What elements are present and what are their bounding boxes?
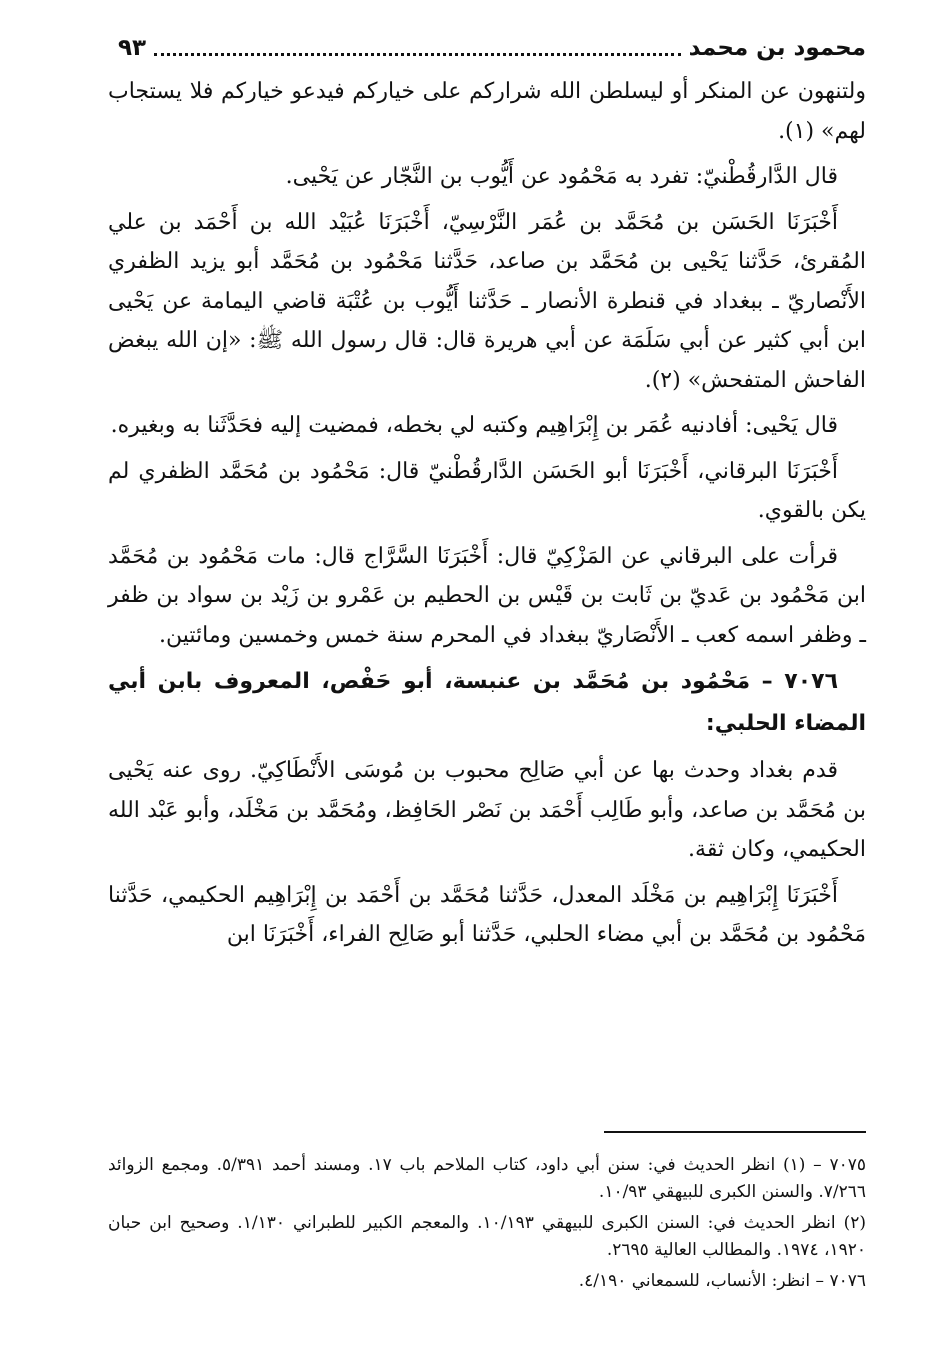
entry-heading: ٧٠٧٦ – مَحْمُود بن مُحَمَّد بن عنبسة، أبو حَفْص، المعروف بابن أبي المضاء الحلبي: <box>108 669 866 736</box>
footnote-separator <box>604 1131 866 1133</box>
paragraph: أَخْبَرَنَا الحَسَن بن مُحَمَّد بن عُمَر النَّرْسِيّ، أَخْبَرَنَا عُبَيْد الله بن أَحْمَد بن علي المُقرئ، حَدَّثنا يَحْيى بن مُحَمَّد بن صاعد، حَدَّثنا مَحْمُود بن مُحَمَّد أبو يزيد الظفري الأَنْصاريّ ـ ببغداد في قنطرة الأنصار ـ حَدَّثنا أَيُّوب بن عُتْبَة قاضي اليمامة عن يَحْيى ابن أبي كثير عن أبي سَلَمَة عن أبي هريرة قال: قال رسول الله ﷺ: «إن الله يبغض الفاحش المتفحش» (٢). <box>108 209 866 393</box>
main-text <box>108 72 866 961</box>
paragraph: أَخْبَرَنَا البرقاني، أَخْبَرَنَا أبو الحَسَن الدَّارقُطْنيّ قال: مَحْمُود بن مُحَمَّد الظفري لم يكن بالقوي. <box>108 458 866 523</box>
page-header <box>118 30 866 66</box>
paragraph: أَخْبَرَنَا إِبْرَاهِيم بن مَخْلَد المعدل، حَدَّثنا مُحَمَّد بن أَحْمَد بن إِبْرَاهِيم الحكيمي، حَدَّثنا مَحْمُود بن مُحَمَّد بن أبي مضاء الحلبي، حَدَّثنا أبو صَالِح الفراء، أَخْبَرَنَا ابن <box>108 882 866 947</box>
paragraph: قال الدَّارقُطْنيّ: تفرد به مَحْمُود عن أَيُّوب بن النَّجّار عن يَحْيى. <box>285 164 838 189</box>
running-title: محمود بن محمد <box>688 35 866 61</box>
footnote: ٧٠٧٥ – (١) انظر الحديث في: سنن أبي داود، كتاب الملاحم باب ١٧. ومسند أحمد ٥/٣٩١. ومجمع الزوائد ٧/٢٦٦. والسنن الكبرى للبيهقي ١٠/٩٣. <box>108 1155 866 1202</box>
leader-dots <box>154 53 681 56</box>
page-number: ٩٣ <box>118 35 147 61</box>
paragraph: قدم بغداد وحدث بها عن أبي صَالِح محبوب بن مُوسَى الأَنْطَاكِيّ. روى عنه يَحْيى بن مُحَمَّد بن صاعد، وأبو طَالِب أَحْمَد بن نَصْر الحَافِظ، ومُحَمَّد بن مَخْلَد، وأبو عَبْد الله الحكيمي، وكان ثقة. <box>108 758 866 862</box>
paragraph: قال يَحْيى: أفادنيه عُمَر بن إِبْرَاهِيم وكتبه لي بخطه، فمضيت إليه فحَدَّثَنا به وبغيره. <box>110 413 838 438</box>
footnotes <box>108 1152 866 1299</box>
paragraph: ولتنهون عن المنكر أو ليسلطن الله شراركم على خياركم فيدعو خياركم فلا يستجاب لهم» (١). <box>108 79 866 144</box>
paragraph: قرأت على البرقاني عن المَزْكِيّ قال: أَخْبَرَنَا السَّرَّاج قال: مات مَحْمُود بن مُحَمَّد ابن مَحْمُود بن عَديّ بن ثَابت بن قَيْس بن الحطيم بن عَمْرو بن زَيْد بن سواد بن ظفر ـ وظفر اسمه كعب ـ الأَنْصَاريّ ببغداد في المحرم سنة خمس وخمسين ومائتين. <box>108 543 866 648</box>
footnote: ٧٠٧٦ – انظر: الأنساب، للسمعاني ٤/١٩٠. <box>578 1271 866 1291</box>
footnote: (٢) انظر الحديث في: السنن الكبرى للبيهقي ١٠/١٩٣. والمعجم الكبير للطبراني ١/١٣٠. وصحيح ابن حبان ١٩٢٠، ١٩٧٤. والمطالب العالية ٢٦٩٥. <box>108 1213 866 1260</box>
